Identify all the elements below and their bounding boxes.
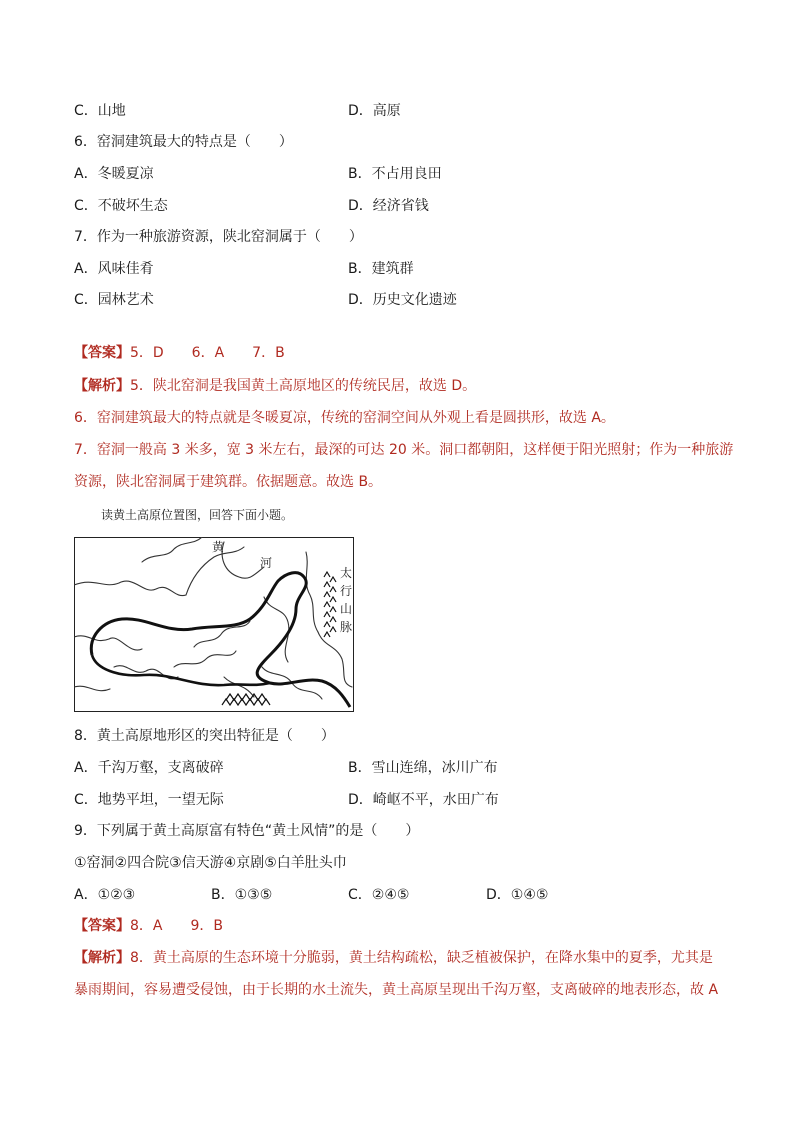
analysis-label: 【解析】 [74,950,130,966]
analysis-line: 资源，陕北窑洞属于建筑群。依据题意。故选 B。 [74,474,383,490]
answer-label: 【答案】 [74,345,130,361]
analysis-block-1 [74,376,476,396]
q8-stem: 8．黄土高原地形区的突出特征是（ ） [74,728,335,744]
answer-text: 8．A 9．B [130,918,223,934]
q6-option-d: D．经济省钱 [348,198,429,214]
q7-stem: 7．作为一种旅游资源，陕北窑洞属于（ ） [74,229,363,245]
q9-items: ①窑洞②四合院③信天游④京剧⑤白羊肚头巾 [74,855,347,871]
q9-option-d: D．①④⑤ [486,887,549,903]
map-label-taihang-1: 太 [340,566,353,580]
q5-option-c: C．山地 [74,103,126,119]
answer-label: 【答案】 [74,918,130,934]
q6-stem: 6．窑洞建筑最大的特点是（ ） [74,134,293,150]
q5-option-d: D．高原 [348,103,401,119]
analysis-block-2 [74,948,713,968]
q9-option-c: C．②④⑤ [348,887,410,903]
map-label-taihang-3: 山 [340,602,353,616]
map-label-he: 河 [260,556,273,570]
q8-option-d: D．崎岖不平，水田广布 [348,792,499,808]
q7-option-c: C．园林艺术 [74,292,154,308]
answer-block-2 [74,916,223,936]
q9-option-a: A．①②③ [74,887,136,903]
analysis-line: 5．陕北窑洞是我国黄土高原地区的传统民居，故选 D。 [130,378,477,394]
q9-option-b: B．①③⑤ [211,887,273,903]
q7-option-d: D．历史文化遗迹 [348,292,457,308]
map-caption: 读黄土高原位置图，回答下面小题。 [101,508,294,522]
q6-option-c: C．不破坏生态 [74,198,168,214]
loess-plateau-map [74,537,354,712]
q9-stem: 9．下列属于黄土高原富有特色“黄土风情”的是（ ） [74,823,420,839]
analysis-line: 8．黄土高原的生态环境十分脆弱，黄土结构疏松，缺乏植被保护，在降水集中的夏季，尤其是 [130,950,713,966]
q8-option-c: C．地势平坦，一望无际 [74,792,224,808]
map-label-taihang-2: 行 [340,584,353,598]
q8-option-a: A．千沟万壑，支离破碎 [74,760,224,776]
map-label-taihang-4: 脉 [340,620,353,634]
answer-block-1 [74,343,285,363]
analysis-label: 【解析】 [74,378,130,394]
answer-text: 5．D 6．A 7．B [130,345,285,361]
q6-option-a: A．冬暖夏凉 [74,166,154,182]
q8-option-b: B．雪山连绵，冰川广布 [348,760,498,776]
analysis-line: 6．窑洞建筑最大的特点就是冬暖夏凉，传统的窑洞空间从外观上看是圆拱形，故选 A。 [74,410,615,426]
q7-option-a: A．风味佳肴 [74,261,154,277]
analysis-line: 暴雨期间，容易遭受侵蚀，由于长期的水土流失，黄土高原呈现出千沟万壑，支离破碎的地表形态，故 A [74,982,719,998]
map-label-huang: 黄 [212,540,225,554]
analysis-line: 7．窑洞一般高 3 米多，宽 3 米左右，最深的可达 20 米。洞口都朝阳，这样便于阳光照射；作为一种旅游 [74,442,734,458]
q6-option-b: B．不占用良田 [348,166,442,182]
q7-option-b: B．建筑群 [348,261,414,277]
